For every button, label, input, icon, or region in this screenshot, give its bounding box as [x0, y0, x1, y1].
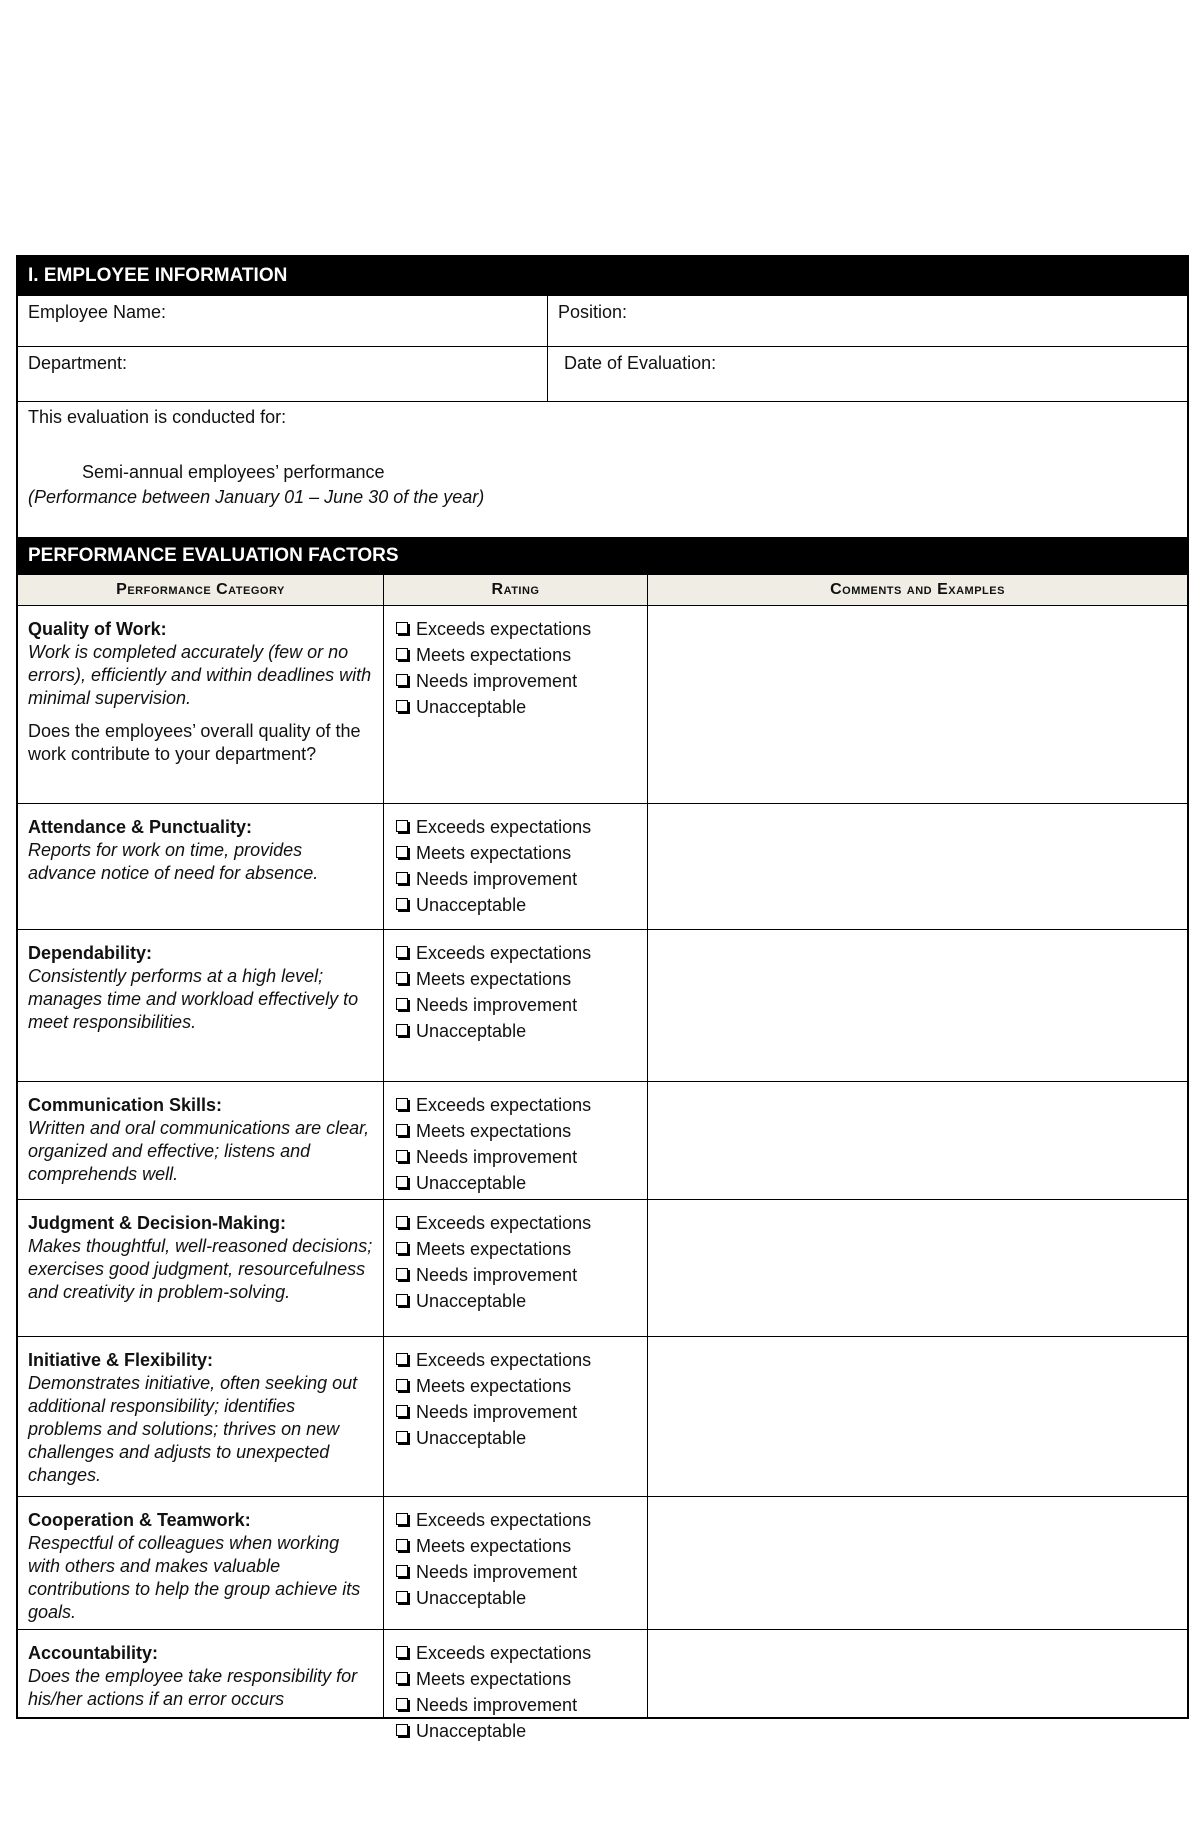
rating-option-label: Needs improvement	[416, 1695, 578, 1715]
rating-option[interactable]	[396, 1373, 637, 1399]
category-cell	[18, 1630, 384, 1717]
checkbox-icon[interactable]	[396, 648, 408, 660]
rating-option-label: Unacceptable	[416, 1428, 527, 1448]
checkbox-icon[interactable]	[396, 1698, 408, 1710]
rating-option[interactable]	[396, 1262, 637, 1288]
rating-option[interactable]	[396, 1718, 637, 1744]
date-of-evaluation-field[interactable]	[548, 347, 1187, 401]
rating-option-label: Unacceptable	[416, 1173, 527, 1193]
category-cell	[18, 1497, 384, 1629]
category-description: Written and oral communications are clear, organized and effective; listens and comprehends well.	[28, 1118, 370, 1184]
rating-option[interactable]	[396, 1170, 637, 1196]
employee-info-header: I. EMPLOYEE INFORMATION	[18, 257, 1187, 295]
checkbox-icon[interactable]	[396, 946, 408, 958]
comments-cell[interactable]	[648, 1200, 1187, 1336]
rating-option[interactable]	[396, 1144, 637, 1170]
factor-row	[18, 1200, 1187, 1337]
checkbox-icon[interactable]	[396, 1216, 408, 1228]
checkbox-icon[interactable]	[396, 1724, 408, 1736]
checkbox-icon[interactable]	[396, 872, 408, 884]
rating-option[interactable]	[396, 1118, 637, 1144]
category-title: Quality of Work:	[28, 619, 167, 639]
conducted-for-label: This evaluation is conducted for:	[28, 407, 287, 427]
category-description: Makes thoughtful, well-reasoned decisions; exercises good judgment, resourcefulness and creativity in problem-solving.	[28, 1236, 373, 1302]
rating-option-label: Meets expectations	[416, 1121, 572, 1141]
rating-option[interactable]	[396, 1507, 637, 1533]
rating-option-label: Exceeds expectations	[416, 817, 592, 837]
rating-option-label: Unacceptable	[416, 697, 527, 717]
rating-option[interactable]	[396, 1288, 637, 1314]
rating-option-label: Needs improvement	[416, 1562, 578, 1582]
factor-row	[18, 1630, 1187, 1741]
comments-cell[interactable]	[648, 804, 1187, 929]
category-description: Respectful of colleagues when working with others and makes valuable contributions to help the group achieve its goals.	[28, 1533, 361, 1622]
rating-option-label: Meets expectations	[416, 1239, 572, 1259]
rating-cell	[384, 1200, 648, 1336]
rating-option[interactable]	[396, 642, 637, 668]
period-title: Semi-annual employees’ performance	[82, 462, 385, 482]
rating-option-label: Needs improvement	[416, 869, 578, 889]
checkbox-icon[interactable]	[396, 820, 408, 832]
checkbox-icon[interactable]	[396, 898, 408, 910]
rating-option-label: Needs improvement	[416, 995, 578, 1015]
rating-option[interactable]	[396, 1585, 637, 1611]
rating-option[interactable]	[396, 668, 637, 694]
rating-option-label: Exceeds expectations	[416, 1643, 592, 1663]
rating-option-label: Meets expectations	[416, 1536, 572, 1556]
checkbox-icon[interactable]	[396, 998, 408, 1010]
checkbox-icon[interactable]	[396, 1672, 408, 1684]
rating-option[interactable]	[396, 992, 637, 1018]
employee-name-field[interactable]	[18, 296, 548, 346]
category-title: Cooperation & Teamwork:	[28, 1510, 251, 1530]
rating-option-label: Exceeds expectations	[416, 619, 592, 639]
checkbox-icon[interactable]	[396, 1513, 408, 1525]
rating-option-label: Meets expectations	[416, 1376, 572, 1396]
rating-option-label: Needs improvement	[416, 1265, 578, 1285]
checkbox-icon[interactable]	[396, 972, 408, 984]
category-title: Initiative & Flexibility:	[28, 1350, 214, 1370]
rating-cell	[384, 606, 648, 803]
rating-option-label: Unacceptable	[416, 895, 527, 915]
rating-option-label: Needs improvement	[416, 1402, 578, 1422]
rating-option[interactable]	[396, 866, 637, 892]
rating-option-label: Exceeds expectations	[416, 1510, 592, 1530]
factor-row	[18, 606, 1187, 804]
category-description: Reports for work on time, provides advance notice of need for absence.	[28, 840, 319, 883]
checkbox-icon[interactable]	[396, 1150, 408, 1162]
info-row-name-position	[18, 295, 1187, 346]
position-label: Position:	[558, 302, 628, 322]
rating-option-label: Unacceptable	[416, 1721, 527, 1741]
category-question: Does the employees’ overall quality of the work contribute to your department?	[28, 721, 361, 764]
rating-option[interactable]	[396, 1210, 637, 1236]
rating-option[interactable]	[396, 840, 637, 866]
rating-cell	[384, 1497, 648, 1629]
checkbox-icon[interactable]	[396, 1591, 408, 1603]
rating-option-label: Needs improvement	[416, 1147, 578, 1167]
category-title: Communication Skills:	[28, 1095, 223, 1115]
date-of-evaluation-label: Date of Evaluation:	[564, 353, 717, 373]
comments-cell[interactable]	[648, 1337, 1187, 1496]
factor-rows	[18, 606, 1187, 1741]
rating-option[interactable]	[396, 1692, 637, 1718]
rating-option-label: Meets expectations	[416, 645, 572, 665]
checkbox-icon[interactable]	[396, 1405, 408, 1417]
category-title: Judgment & Decision-Making:	[28, 1213, 287, 1233]
info-row-department-date	[18, 346, 1187, 401]
category-title: Accountability:	[28, 1643, 159, 1663]
category-cell	[18, 606, 384, 803]
position-field[interactable]	[548, 296, 1187, 346]
rating-cell	[384, 804, 648, 929]
checkbox-icon[interactable]	[396, 1098, 408, 1110]
checkbox-icon[interactable]	[396, 1294, 408, 1306]
category-cell	[18, 1200, 384, 1336]
rating-option[interactable]	[396, 940, 637, 966]
checkbox-icon[interactable]	[396, 1268, 408, 1280]
category-title: Dependability:	[28, 943, 153, 963]
employee-name-label: Employee Name:	[28, 302, 167, 322]
rating-option[interactable]	[396, 966, 637, 992]
department-field[interactable]	[18, 347, 548, 401]
rating-cell	[384, 930, 648, 1081]
checkbox-icon[interactable]	[396, 622, 408, 634]
factor-row	[18, 1497, 1187, 1630]
checkbox-icon[interactable]	[396, 1431, 408, 1443]
column-header-category: Performance Category	[18, 575, 384, 605]
rating-option[interactable]	[396, 1236, 637, 1262]
comments-cell[interactable]	[648, 1497, 1187, 1629]
category-description: Consistently performs at a high level; manages time and workload effectively to meet responsibilities.	[28, 966, 359, 1032]
evaluation-period-section	[18, 401, 1187, 537]
rating-option-label: Exceeds expectations	[416, 1095, 592, 1115]
checkbox-icon[interactable]	[396, 1539, 408, 1551]
rating-option-label: Exceeds expectations	[416, 1213, 592, 1233]
rating-option[interactable]	[396, 1018, 637, 1044]
factor-row	[18, 930, 1187, 1082]
checkbox-icon[interactable]	[396, 1646, 408, 1658]
checkbox-icon[interactable]	[396, 1124, 408, 1136]
comments-cell[interactable]	[648, 1082, 1187, 1199]
rating-option[interactable]	[396, 814, 637, 840]
rating-cell	[384, 1630, 648, 1741]
rating-option-label: Needs improvement	[416, 671, 578, 691]
rating-option[interactable]	[396, 1347, 637, 1373]
rating-option[interactable]	[396, 1640, 637, 1666]
checkbox-icon[interactable]	[396, 1242, 408, 1254]
rating-option-label: Exceeds expectations	[416, 943, 592, 963]
rating-cell	[384, 1082, 648, 1199]
checkbox-icon[interactable]	[396, 700, 408, 712]
comments-cell[interactable]	[648, 606, 1187, 803]
department-label: Department:	[28, 353, 128, 373]
category-cell	[18, 1337, 384, 1496]
rating-cell	[384, 1337, 648, 1496]
checkbox-icon[interactable]	[396, 1353, 408, 1365]
rating-option-label: Unacceptable	[416, 1021, 527, 1041]
rating-option[interactable]	[396, 1092, 637, 1118]
rating-option[interactable]	[396, 1559, 637, 1585]
category-cell	[18, 804, 384, 929]
rating-option-label: Meets expectations	[416, 1669, 572, 1689]
factor-row	[18, 1337, 1187, 1497]
checkbox-icon[interactable]	[396, 1379, 408, 1391]
rating-option[interactable]	[396, 694, 637, 720]
rating-option[interactable]	[396, 1425, 637, 1451]
category-description: Demonstrates initiative, often seeking out additional responsibility; identifies problems and solutions; thrives on new challenges and adjusts to unexpected changes.	[28, 1373, 358, 1485]
rating-option-label: Meets expectations	[416, 969, 572, 989]
rating-option[interactable]	[396, 616, 637, 642]
rating-option[interactable]	[396, 1666, 637, 1692]
checkbox-icon[interactable]	[396, 1176, 408, 1188]
category-description: Does the employee take responsibility for his/her actions if an error occurs	[28, 1666, 358, 1709]
rating-option[interactable]	[396, 1533, 637, 1559]
factor-row	[18, 804, 1187, 930]
period-note: (Performance between January 01 – June 30 of the year)	[28, 487, 485, 507]
column-header-rating: Rating	[384, 575, 648, 605]
column-header-comments: Comments and Examples	[830, 581, 1005, 598]
rating-option[interactable]	[396, 892, 637, 918]
evaluation-form	[16, 255, 1189, 1741]
factors-column-headers	[18, 575, 1187, 606]
category-title: Attendance & Punctuality:	[28, 817, 253, 837]
rating-option-label: Unacceptable	[416, 1291, 527, 1311]
category-cell	[18, 1082, 384, 1199]
rating-option-label: Exceeds expectations	[416, 1350, 592, 1370]
factor-row	[18, 1082, 1187, 1200]
rating-option-label: Meets expectations	[416, 843, 572, 863]
category-description: Work is completed accurately (few or no errors), efficiently and within deadlines with minimal supervision.	[28, 642, 372, 708]
checkbox-icon[interactable]	[396, 1024, 408, 1036]
rating-option[interactable]	[396, 1399, 637, 1425]
factors-header: PERFORMANCE EVALUATION FACTORS	[18, 537, 1187, 575]
category-cell	[18, 930, 384, 1081]
comments-cell[interactable]	[648, 930, 1187, 1081]
checkbox-icon[interactable]	[396, 1565, 408, 1577]
rating-option-label: Unacceptable	[416, 1588, 527, 1608]
checkbox-icon[interactable]	[396, 674, 408, 686]
checkbox-icon[interactable]	[396, 846, 408, 858]
comments-cell[interactable]	[648, 1630, 1187, 1717]
